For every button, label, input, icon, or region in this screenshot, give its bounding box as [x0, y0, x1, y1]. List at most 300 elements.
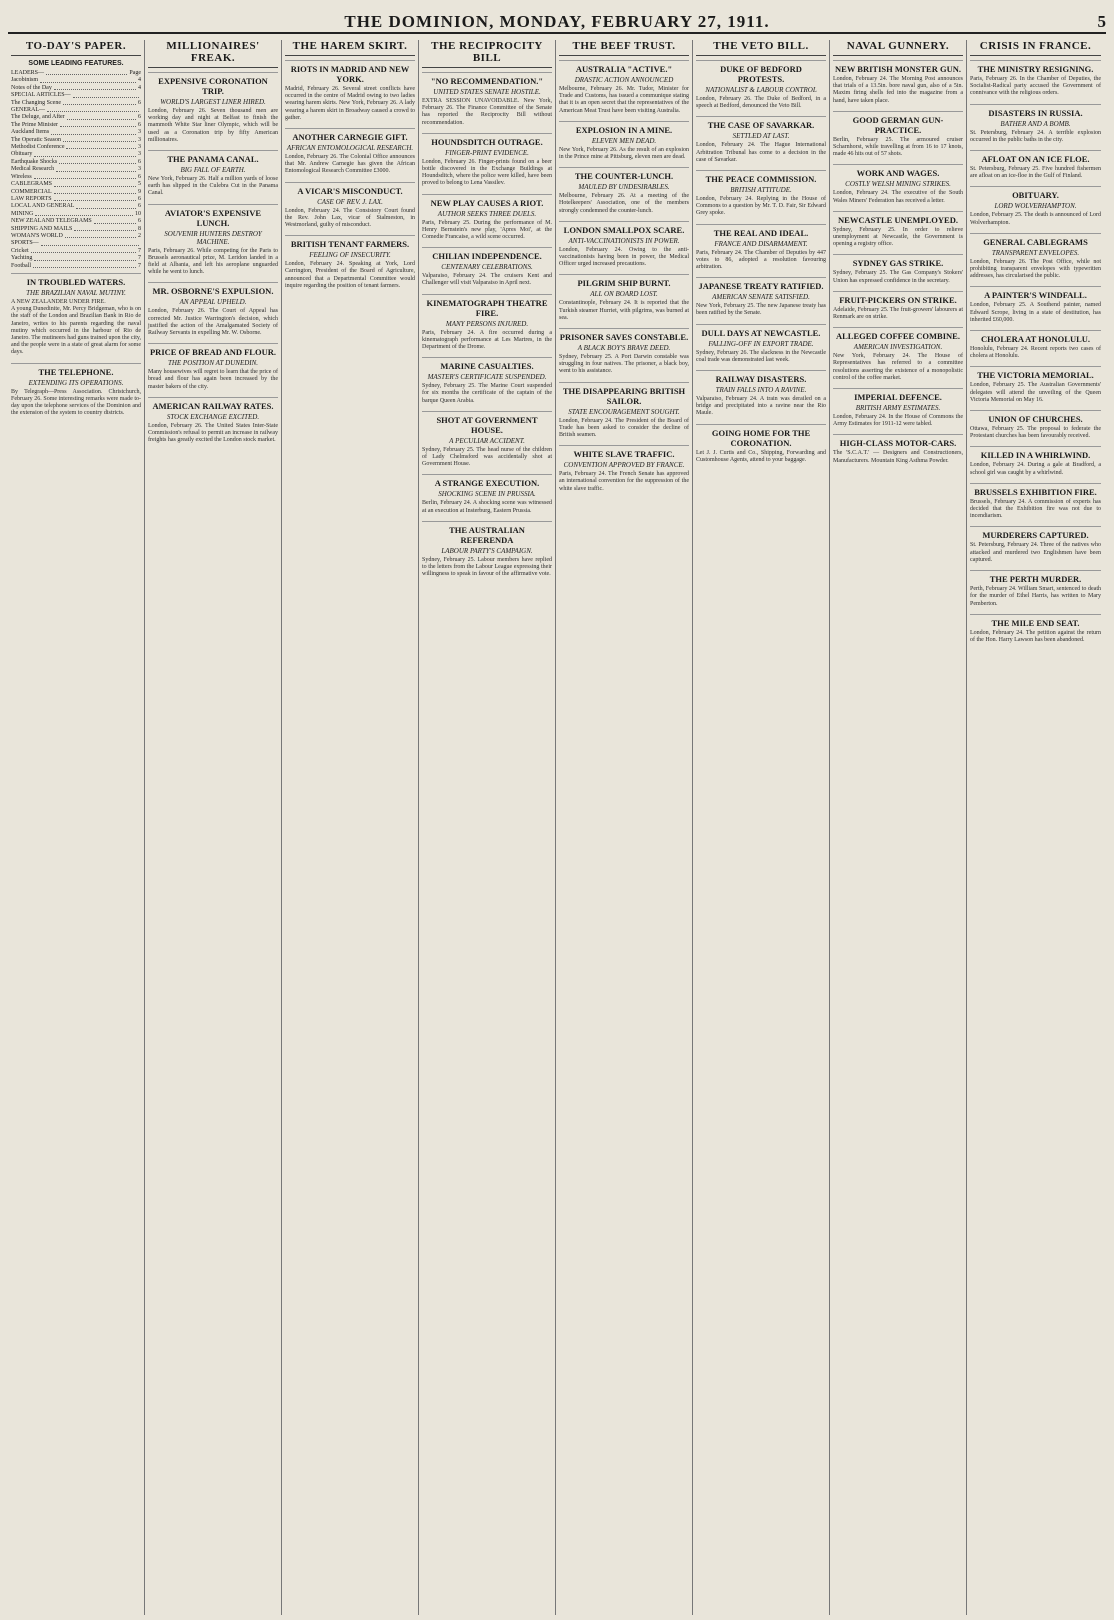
story-body: Paris, February 24. A fire occurred during a kinematograph performance at Les Martres, in the Department of the Drome. [422, 329, 552, 351]
index-leader-dots [65, 233, 136, 238]
news-story [970, 286, 1101, 324]
index-item-label: LAW REPORTS [11, 195, 52, 202]
story-subheadline: AUTHOR SEEKS THREE DUELS. [437, 209, 537, 218]
news-story [833, 254, 963, 284]
story-headline: THE PERTH MURDER. [970, 570, 1101, 584]
index-item [11, 203, 141, 210]
news-story [559, 60, 689, 115]
news-story [696, 116, 826, 164]
news-story [970, 330, 1101, 360]
story-subheadline: FALLING-OFF IN EXPORT TRADE. [708, 339, 814, 348]
story-headline: UNION OF CHURCHES. [970, 410, 1101, 424]
index-item [11, 159, 141, 166]
story-subheadline: SHOCKING SCENE IN PRUSSIA. [438, 490, 536, 499]
story-body: Melbourne, February 26. Mr. Tudor, Minister for Trade and Customs, has issued a communique stating that it is an open secret that the representatives of the American Meat Trust have been visiting Australia. [559, 86, 689, 114]
story-headline: AMERICAN RAILWAY RATES. [148, 397, 278, 411]
news-story [970, 483, 1101, 521]
index-leader-dots [67, 114, 136, 119]
index-item-page: 2 [138, 232, 141, 239]
index-leader-dots [46, 70, 127, 75]
index-item-label: Notes of the Day [11, 84, 52, 91]
index-leader-dots [33, 263, 136, 268]
story-body: London, February 24. The Morning Post announces that trials of a 13.5in. bore naval gun, also of a 5in. Maxim firing shells fed into the magazine from a hand, have taken place. [833, 76, 963, 104]
news-story [422, 474, 552, 514]
story-body: London, February 24. Owing to the anti-vaccinationists having been in power, the Medical Officer urged increased precautions. [559, 246, 689, 268]
story-headline: LONDON SMALLPOX SCARE. [559, 221, 689, 235]
index-item [11, 129, 141, 136]
news-story [11, 273, 141, 357]
story-subheadline: STOCK EXCHANGE EXCITED. [166, 412, 260, 421]
story-body: Madrid, February 26. Several street conflicts have occurred in the centre of Madrid owing to two ladies wearing harem skirts. New York, February 26. A lady wearing a harem skirt in Broadway caused a crowd to gather. [285, 86, 415, 121]
story-body: New York, February 24. The House of Representatives has referred to a committee resolutions asserting the existence of a monopolistic control of the coffee market. [833, 353, 963, 381]
story-subheadline: MASTER'S CERTIFICATE SUSPENDED. [427, 373, 547, 382]
index-leader-dots [54, 196, 136, 201]
news-story [970, 570, 1101, 608]
story-subheadline: ALL ON BOARD LOST. [590, 290, 658, 299]
news-story [696, 224, 826, 272]
index-item-label: Medical Research [11, 166, 55, 173]
story-body: London, February 26. The Post Office, while not prohibiting transparent envelopes with typewritten addresses, has circularised the public. [970, 258, 1101, 280]
news-story [833, 211, 963, 249]
story-body: Valparaiso, February 24. The cruisers Kent and Challenger will visit Valparaiso in April next. [422, 273, 552, 287]
index-item-page: 6 [138, 114, 141, 121]
index-item-page: Page [129, 70, 141, 76]
story-subheadline: SETTLED AT LAST. [732, 132, 790, 141]
story-headline: SYDNEY GAS STRIKE. [833, 254, 963, 268]
news-story [970, 150, 1101, 180]
column-headline: MILLIONAIRES' FREAK. [148, 40, 278, 68]
story-body: London, February 24. The executive of the South Wales Miners' Federation has received a letter. [833, 190, 963, 204]
story-body: London, February 24. The Hague International Arbitration Tribunal has come to a decision in the case of Savarkar. [696, 142, 826, 163]
index-item [11, 151, 141, 158]
story-headline: THE MINISTRY RESIGNING. [970, 60, 1101, 74]
index-item [11, 100, 141, 107]
story-headline: EXPENSIVE CORONATION TRIP. [148, 72, 278, 96]
index-leader-dots [66, 144, 136, 149]
story-subheadline: EXTENDING ITS OPERATIONS. [28, 378, 124, 387]
story-body: Melbourne, February 26. At a meeting of the Hotelkeepers' Association, one of the members strongly condemned the counter-lunch. [559, 193, 689, 214]
index-item [11, 137, 141, 144]
story-body: Paris, February 26. In the Chamber of Deputies, the Socialist-Radical party accused the Government of connivance with the religious orders. [970, 76, 1101, 97]
story-body: Paris, February 24. The French Senate has approved an international convention for the suppression of the white slave traffic. [559, 471, 689, 492]
news-story [833, 388, 963, 428]
news-story [422, 72, 552, 127]
news-story [696, 277, 826, 317]
index-item-label: The Prime Minister [11, 121, 58, 128]
story-headline: DUKE OF BEDFORD PROTESTS. [696, 60, 826, 84]
news-story [970, 446, 1101, 476]
news-story [11, 363, 141, 418]
index-leader-dots [31, 248, 136, 253]
story-headline: ANOTHER CARNEGIE GIFT. [285, 128, 415, 142]
news-story [148, 72, 278, 144]
news-story [148, 397, 278, 445]
story-headline: WHITE SLAVE TRAFFIC. [559, 445, 689, 459]
index-item-label: MINING [11, 210, 34, 217]
story-body: Sydney, February 25. Labour members have replied to the letters from the Labour League expressing their willingness to speak in favour of the affirmative vote. [422, 556, 552, 578]
story-body: St. Petersburg, February 24. Three of the natives who attacked and murdered two Englishmen have been captured. [970, 542, 1101, 563]
story-headline: BRUSSELS EXHIBITION FIRE. [970, 483, 1101, 497]
index-item [11, 240, 141, 247]
story-subheadline: FEELING OF INSECURITY. [309, 251, 391, 260]
index-item [11, 144, 141, 151]
news-story [559, 221, 689, 269]
story-subheadline: WORLD'S LARGEST LINER HIRED. [160, 98, 266, 106]
story-headline: NEWCASTLE UNEMPLOYED. [833, 211, 963, 225]
story-body: St. Petersburg, February 25. Five hundred fishermen are afloat on an ice-floe in the Gulf of Finland. [970, 166, 1101, 180]
news-story [833, 164, 963, 204]
columns-container [8, 40, 1106, 1615]
column-7 [830, 40, 967, 1615]
story-subheadline: AFRICAN ENTOMOLOGICAL RESEARCH. [286, 144, 414, 153]
news-story [559, 167, 689, 215]
index-item-label: Cricket [11, 247, 29, 254]
index-item-label: Obituary [11, 151, 33, 158]
story-subheadline: THE POSITION AT DUNEDIN. [167, 359, 259, 368]
story-headline: ALLEGED COFFEE COMBINE. [833, 327, 963, 341]
news-story [833, 327, 963, 382]
story-subheadline: MAULED BY UNDESIRABLES. [578, 183, 670, 192]
index-item [11, 196, 141, 203]
news-story [285, 235, 415, 290]
index-item-page: 6 [138, 173, 141, 180]
story-headline: JAPANESE TREATY RATIFIED. [696, 277, 826, 291]
index-item-page: 10 [135, 210, 141, 217]
index-item-label: LEADERS— [11, 70, 44, 76]
story-headline: MARINE CASUALTIES. [422, 357, 552, 371]
story-body: London, February 26. Finger-prints found on a beer bottle discovered in the Exchange Buildings at Houndsditch, where the police were killed, have been proved to belong to Lena Vassilev. [422, 158, 552, 187]
story-headline: AFLOAT ON AN ICE FLOE. [970, 150, 1101, 164]
story-body: Ottawa, February 25. The proposal to federate the Protestant churches has been favourably received. [970, 426, 1101, 440]
story-headline: PRISONER SAVES CONSTABLE. [559, 328, 689, 342]
story-subheadline: FINGER-PRINT EVIDENCE. [445, 148, 529, 157]
column-1 [8, 40, 145, 1615]
story-body: Paris, February 26. While competing for the Paris to Brussels aeronautical prize, M. Leridon landed in a field at Albania, and left his aeroplane unguarded while he went to lunch. [148, 247, 278, 276]
story-body: Berlin, February 24. A shocking scene was witnessed at an execution at Insterburg, Eastern Prussia. [422, 500, 552, 514]
story-headline: WORK AND WAGES. [833, 164, 963, 178]
index-item [11, 122, 141, 129]
news-story [422, 521, 552, 579]
story-headline: KINEMATOGRAPH THEATRE FIRE. [422, 294, 552, 318]
index-item-page: 6 [138, 203, 141, 210]
index-leader-dots [63, 100, 136, 105]
index-list [11, 70, 141, 270]
story-subheadline: COSTLY WELSH MINING STRIKES. [845, 180, 951, 189]
story-body: Perth, February 24. William Smart, sentenced to death for the murder of Ethel Harris, has written to Mary Pemberton. [970, 586, 1101, 607]
column-4 [419, 40, 556, 1615]
story-body: Sydney, February 25. A Port Darwin constable was struggling in four natives. The prisoner, a black boy, went to his assistance. [559, 354, 689, 375]
story-headline: PRICE OF BREAD AND FLOUR. [148, 343, 278, 357]
index-item-label: Yachting [11, 255, 33, 262]
story-headline: THE AUSTRALIAN REFERENDA [422, 521, 552, 545]
index-leader-dots [73, 92, 139, 97]
story-subheadline: AMERICAN SENATE SATISFIED. [712, 293, 810, 302]
news-story [833, 111, 963, 159]
story-headline: PILGRIM SHIP BURNT. [559, 274, 689, 288]
story-body: Adelaide, February 25. The fruit-growers' labourers at Renmark are on strike. [833, 306, 963, 321]
index-item-page: 7 [138, 255, 141, 262]
index-leader-dots [94, 218, 136, 223]
news-story [422, 357, 552, 405]
story-subheadline: MANY PERSONS INJURED. [445, 319, 529, 328]
index-item [11, 189, 141, 196]
news-story [559, 328, 689, 376]
news-story [970, 186, 1101, 226]
story-body: London, February 24. The petition against the return of the Hon. Harry Lawson has been abandoned. [970, 629, 1101, 643]
story-body: London, February 25. The death is announced of Lord Wolverhampton. [970, 212, 1101, 226]
page-number: 5 [1097, 12, 1106, 31]
index-leader-dots [34, 255, 136, 260]
index-item [11, 181, 141, 188]
index-item [11, 92, 141, 99]
story-body: London, February 24. During a gale at Bradford, a school girl was caught by a whirlwind. [970, 462, 1101, 476]
story-headline: A PAINTER'S WINDFALL. [970, 286, 1101, 300]
masthead-title: THE DOMINION, MONDAY, FEBRUARY 27, 1911. [344, 12, 770, 31]
index-item-page: 3 [138, 166, 141, 173]
story-subheadline: A BLACK BOY'S BRAVE DEED. [577, 344, 671, 353]
story-headline: A STRANGE EXECUTION. [422, 474, 552, 488]
story-body: Sydney, February 25. The head nurse of the children of Lady Chelmsford was accidentally shot at Government House. [422, 446, 552, 468]
story-body: The 'S.C.A.T.' — Designers and Constructioners, Manufacturers. Mountain King Asthma Powder. [833, 450, 963, 464]
story-body: London, February 26. The Colonial Office announces that Mr. Andrew Carnegie has given the African Entomological Research Committee £3000. [285, 154, 415, 175]
story-body: Constantinople, February 24. It is reported that the Turkish steamer Hurriet, with pilgrims, was burned at sea. [559, 300, 689, 321]
column-headline: THE VETO BILL. [696, 40, 826, 56]
story-headline: A VICAR'S MISCONDUCT. [285, 182, 415, 196]
news-story [833, 291, 963, 321]
news-story [148, 343, 278, 391]
index-leader-dots [74, 226, 136, 231]
story-subheadline: AN APPEAL UPHELD. [179, 298, 247, 307]
index-item-page: 6 [138, 195, 141, 202]
news-story [696, 60, 826, 110]
news-story [696, 324, 826, 364]
story-body: St. Petersburg, February 24. A terrible explosion occurred in the public baths in the city. [970, 129, 1101, 143]
story-body: London, February 24. The Consistory Court found the Rev. John Lax, vicar of Stalmeston, in Westmorland, guilty of misconduct. [285, 207, 415, 229]
news-story [970, 233, 1101, 281]
index-item-label: Football [11, 262, 32, 269]
story-body: London, February 24. In the House of Commons the Army Estimates for 1911-12 were tabled. [833, 414, 963, 428]
news-story [148, 204, 278, 277]
story-body: New York, February 25. The new Japanese treaty has been ratified by the Senate. [696, 303, 826, 317]
index-subtitle: SOME LEADING FEATURES. [28, 60, 124, 67]
story-body: London, February 24. The President of the Board of Trade has been asked to consider the decline of British seamen. [559, 417, 689, 439]
column-headline: THE BEEF TRUST. [559, 40, 689, 56]
story-body: London, February 26. The Court of Appeal has corrected Mr. Justice Warrington's decision, which justified the action of the Amalgamated Society of Railway Servants in expelling Mr. W. Osborne. [148, 308, 278, 337]
index-item-page: 6 [138, 158, 141, 165]
index-item [11, 70, 141, 77]
story-headline: THE COUNTER-LUNCH. [559, 167, 689, 181]
story-headline: THE MILE END SEAT. [970, 614, 1101, 628]
story-headline: HOUNDSDITCH OUTRAGE. [422, 133, 552, 147]
index-leader-dots [51, 129, 136, 134]
story-subheadline: BIG FALL OF EARTH. [180, 166, 246, 175]
story-body: Honolulu, February 24. Recent reports two cases of cholera at Honolulu. [970, 346, 1101, 360]
index-leader-dots [40, 77, 136, 82]
index-item-label: WOMAN'S WORLD [11, 232, 63, 239]
news-story [833, 434, 963, 464]
news-story [422, 411, 552, 469]
news-story [970, 104, 1101, 144]
column-6 [693, 40, 830, 1615]
index-item [11, 166, 141, 173]
story-headline: IN TROUBLED WATERS. [11, 273, 141, 287]
story-body: Sydney, February 25. The Gas Company's Stokers' Union has expressed confidence in the secretary. [833, 270, 963, 284]
news-story [970, 366, 1101, 404]
index-leader-dots [34, 174, 136, 179]
news-story [970, 614, 1101, 644]
story-headline: MURDERERS CAPTURED. [970, 526, 1101, 540]
index-item-label: Auckland Items [11, 129, 50, 136]
story-headline: OBITUARY. [970, 186, 1101, 200]
index-item [11, 77, 141, 84]
index-leader-dots [41, 240, 139, 245]
story-headline: BRITISH TENANT FARMERS. [285, 235, 415, 249]
story-headline: FRUIT-PICKERS ON STRIKE. [833, 291, 963, 305]
news-story [148, 282, 278, 337]
news-story [559, 274, 689, 322]
story-subheadline: NATIONALIST & LABOUR CONTROL [705, 86, 817, 94]
story-headline: RAILWAY DISASTERS. [696, 370, 826, 384]
index-item [11, 114, 141, 121]
story-subheadline: ELEVEN MEN DEAD. [591, 136, 657, 145]
story-body: EXTRA SESSION UNAVOIDABLE. New York, February 26. The Finance Committee of the Senate has reported the Reciprocity Bill without recommendation. [422, 98, 552, 126]
index-item-label: NEW ZEALAND TELEGRAMS [11, 218, 92, 225]
story-headline: RIOTS IN MADRID AND NEW YORK. [285, 60, 415, 84]
story-body: A NEW ZEALANDER UNDER FIRE. A young Dunedinite, Mr. Percy Bridgeman, who is on the staff of the London and Brazilian Bank in Rio de Janeiro, writes to his parents regarding the naval mutiny which occurred in the harbour of Rio de Janeiro. The mutineers had guns trained upon the city, and the people were in a state of great alarm for some days. [11, 298, 141, 356]
index-item [11, 233, 141, 240]
story-body: London, February 26. The United States Inter-State Commission's refusal to permit an increase in railway freights has greatly excited the London stock market. [148, 422, 278, 444]
index-item-page: 7 [138, 262, 141, 269]
story-subheadline: CONVENTION APPROVED BY FRANCE. [563, 461, 685, 470]
index-leader-dots [63, 137, 136, 142]
column-3 [282, 40, 419, 1615]
story-headline: AUSTRALIA "ACTIVE." [559, 60, 689, 74]
column-5 [556, 40, 693, 1615]
story-body: Let J. J. Curtis and Co., Shipping, Forwarding and Customhouse Agents, attend to your baggage. [696, 449, 826, 463]
index-leader-dots [60, 122, 136, 127]
story-subheadline: STATE ENCOURAGEMENT SOUGHT. [568, 407, 680, 416]
index-item-page: 6 [138, 99, 141, 106]
story-headline: DULL DAYS AT NEWCASTLE. [696, 324, 826, 338]
index-leader-dots [54, 189, 136, 194]
news-story [422, 133, 552, 188]
news-story [559, 445, 689, 493]
index-item-label: The Changing Scene [11, 99, 61, 106]
story-headline: THE PEACE COMMISSION. [696, 170, 826, 184]
story-body: London, February 25. A Southend painter, named Edward Scrope, living in a state of destitution, has inherited £60,000. [970, 302, 1101, 323]
news-story [422, 294, 552, 352]
index-item-page: 4 [138, 77, 141, 84]
news-story [422, 247, 552, 287]
story-body: London, February 26. Seven thousand men are working day and night at Belfast to finish the mammoth White Star liner Olympic, which will be used as a Coronation trip by fifty American millionaires. [148, 108, 278, 143]
index-item-page: 6 [138, 121, 141, 128]
story-subheadline: LABOUR PARTY'S CAMPAIGN. [441, 546, 533, 555]
story-body: Many housewives will regret to learn that the price of bread and flour has again been increased by the master bakers of the city. [148, 369, 278, 390]
story-body: Paris, February 25. During the performance of M. Henry Bernstein's new play, 'Apres Moi', at the Comedie Francaise, a wild scene occurred. [422, 219, 552, 241]
news-story [422, 194, 552, 242]
story-headline: THE CASE OF SAVARKAR. [696, 116, 826, 130]
index-item-page: 8 [138, 225, 141, 232]
story-subheadline: BATHER AND A BOMB. [1000, 119, 1071, 128]
story-body: Sydney, February 25. The Marine Court suspended for six months the certificate of the captain of the barque Queen Arabia. [422, 383, 552, 404]
story-subheadline: SOUVENIR HUNTERS DESTROY MACHINE. [164, 229, 262, 246]
news-story [970, 60, 1101, 98]
index-item-label: GENERAL— [11, 107, 45, 114]
news-story [285, 128, 415, 176]
story-body: Brussels, February 24. A commission of experts has decided that the Exhibition fire was not due to incendiarism. [970, 498, 1101, 520]
index-item-label: SPORTS— [11, 240, 39, 247]
story-headline: MR. OSBORNE'S EXPULSION. [148, 282, 278, 296]
index-item-label: Jacobinism [11, 77, 38, 84]
story-subheadline: BRITISH ARMY ESTIMATES. [855, 404, 941, 413]
story-headline: AVIATOR'S EXPENSIVE LUNCH. [148, 204, 278, 228]
news-story [285, 182, 415, 230]
story-headline: THE TELEPHONE. [11, 363, 141, 377]
index-item [11, 218, 141, 225]
story-subheadline: BRITISH ATTITUDE. [730, 186, 792, 195]
news-story [559, 382, 689, 440]
index-leader-dots [56, 166, 136, 171]
story-body: Sydney, February 25. In order to relieve unemployment at Newcastle, the Government is opening a registry office. [833, 226, 963, 248]
index-item-page: 3 [138, 129, 141, 136]
news-story [970, 526, 1101, 564]
index-item [11, 226, 141, 233]
index-item [11, 85, 141, 92]
story-headline: THE DISAPPEARING BRITISH SAILOR. [559, 382, 689, 406]
story-headline: THE PANAMA CANAL. [148, 150, 278, 164]
story-headline: THE VICTORIA MEMORIAL. [970, 366, 1101, 380]
story-subheadline: CASE OF REV. J. LAX. [317, 197, 383, 206]
index-leader-dots [47, 107, 139, 112]
story-headline: CHILIAN INDEPENDENCE. [422, 247, 552, 261]
news-story [970, 410, 1101, 440]
index-item-page: 3 [138, 136, 141, 143]
story-headline: NEW PLAY CAUSES A RIOT. [422, 194, 552, 208]
story-body: London, February 24. Replying in the House of Commons to a question by Mr. T. D. Fair, Sir Edward Grey spoke. [696, 196, 826, 217]
index-leader-dots [76, 203, 136, 208]
index-item-page: 3 [138, 144, 141, 151]
index-item-page: 9 [138, 188, 141, 195]
story-body: London, February 24. Speaking at York, Lord Carrington, President of the Board of Agriculture, announced that a Departmental Committee would inquire regarding the position of tenant farmers. [285, 261, 415, 289]
story-body: By Telegraph—Press Association. Christchurch, February 26. Some interesting remarks were made to-day upon the telephone services of the Dominion and the extension of the system to country districts. [11, 388, 141, 417]
story-subheadline: TRAIN FALLS INTO A RAVINE. [715, 386, 807, 395]
column-headline: THE RECIPROCITY BILL [422, 40, 552, 68]
index-title: TO-DAY'S PAPER. [11, 40, 141, 56]
story-subheadline: ANTI-VACCINATIONISTS IN POWER. [568, 236, 680, 245]
news-story [696, 370, 826, 418]
index-item-page: 3 [138, 151, 141, 158]
news-story [696, 424, 826, 464]
news-story [696, 170, 826, 218]
story-subheadline: TRANSPARENT ENVELOPES. [991, 248, 1080, 257]
index-item-label: CABLEGRAMS [11, 181, 53, 188]
index-item [11, 174, 141, 181]
story-headline: EXPLOSION IN A MINE. [559, 121, 689, 135]
story-headline: THE REAL AND IDEAL. [696, 224, 826, 238]
index-item-page: 4 [138, 84, 141, 91]
index-item-label: COMMERCIAL [11, 188, 52, 195]
story-headline: KILLED IN A WHIRLWIND. [970, 446, 1101, 460]
index-item-label: SPECIAL ARTICLES— [11, 92, 71, 99]
index-leader-dots [35, 211, 133, 216]
index-item-label: LOCAL AND GENERAL [11, 203, 75, 210]
story-body: Paris, February 24. The Chamber of Deputies by 447 votes to 86, adopted a resolution favouring arbitration. [696, 249, 826, 271]
story-headline: DISASTERS IN RUSSIA. [970, 104, 1101, 118]
index-leader-dots [59, 159, 136, 164]
story-subheadline: DRASTIC ACTION ANNOUNCED [574, 76, 674, 84]
index-item-page: 7 [138, 247, 141, 254]
index-item [11, 263, 141, 270]
